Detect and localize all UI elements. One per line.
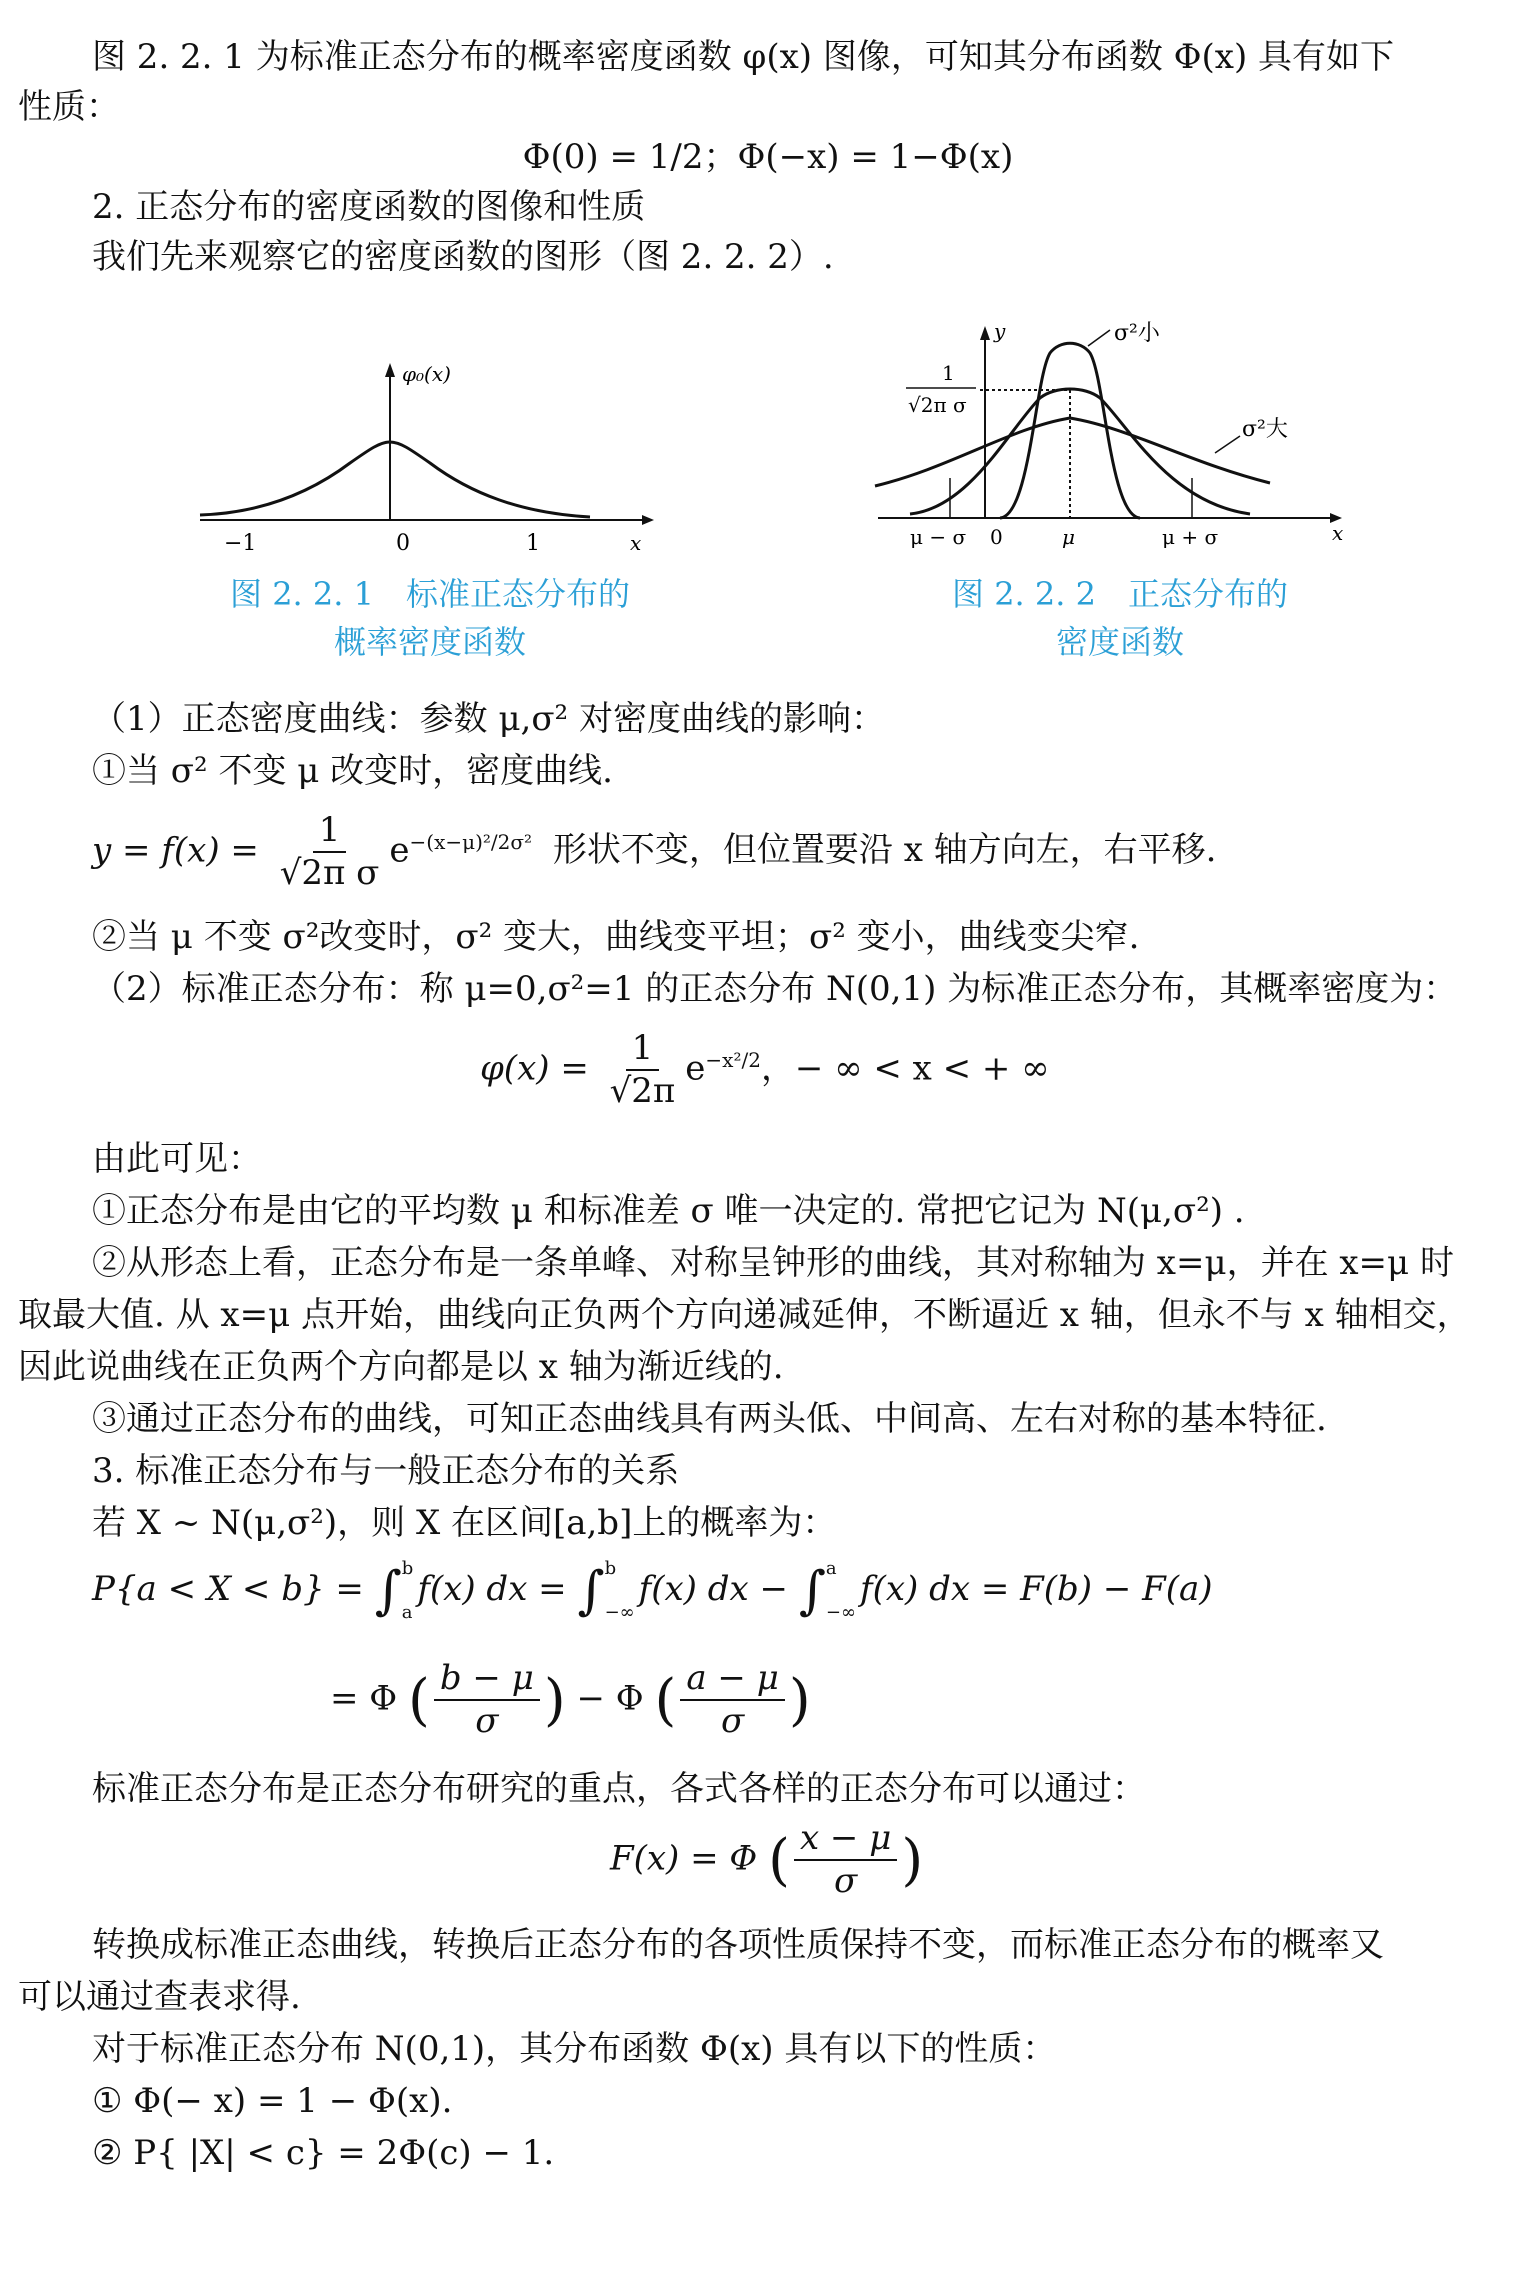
eq-fraction <box>604 1030 682 1111</box>
eq-fx-lhs: F(x) = Φ <box>610 1838 758 1879</box>
x-axis-arrow <box>642 515 654 525</box>
figure-caption-2-2-1 <box>210 570 650 666</box>
section-heading-3: 3. 标准正态分布与一般正态分布的关系 <box>92 1451 680 1491</box>
paragraph-conclusion-intro: 由此可见： <box>92 1139 262 1179</box>
eq-exp-base: e <box>685 1048 706 1089</box>
tick-label-0: 0 <box>396 531 410 556</box>
upper-limit: a <box>825 1558 837 1579</box>
eq-exp-base: e <box>389 830 410 871</box>
y-axis-arrow <box>385 363 395 377</box>
denominator-sigma: σ <box>834 1861 858 1902</box>
conclusion-2-line1: ②从形态上看，正态分布是一条单峰、对称呈钟形的曲线，其对称轴为 x=μ，并在 x=μ 时 <box>92 1243 1454 1283</box>
tick-mu-minus-sigma: μ − σ <box>910 525 967 549</box>
integral-limits <box>826 1560 856 1622</box>
subsection-density-curve: （1）正态密度曲线：参数 μ,σ² 对密度曲线的影响： <box>92 699 885 739</box>
paren-open: ( <box>654 1667 677 1733</box>
lower-limit: a <box>401 1602 413 1623</box>
paragraph-standardization: 标准正态分布是正态分布研究的重点，各式各样的正态分布可以通过： <box>92 1769 1146 1809</box>
y-axis-arrow <box>980 326 990 340</box>
paragraph-std-properties: 对于标准正态分布 N(0,1)，其分布函数 Φ(x) 具有以下的性质： <box>92 2029 1057 2069</box>
property-2: ② P{ |X| < c} = 2Φ(c) − 1. <box>92 2133 555 2173</box>
eq-numerator: 1 <box>313 812 347 853</box>
numerator-a: a − μ <box>680 1660 784 1701</box>
eq-tail-text: 形状不变，但位置要沿 x 轴方向左，右平移. <box>552 830 1217 871</box>
section-heading-2: 2. 正态分布的密度函数的图像和性质 <box>92 187 646 227</box>
conclusion-1: ①正态分布是由它的平均数 μ 和标准差 σ 唯一决定的. 常把它记为 N(μ,σ²) . <box>92 1191 1245 1231</box>
item-sigma-fixed: ①当 σ² 不变 μ 改变时，密度曲线. <box>92 751 613 791</box>
caption-line: 图 2. 2. 2 正态分布的 <box>952 575 1288 613</box>
eq-exponent: −x²/2 <box>705 1048 761 1073</box>
eq-lhs: y = f(x) = <box>92 830 259 871</box>
integral-limits <box>402 1560 414 1622</box>
integral-sign: ∫ <box>577 1561 605 1621</box>
eq-phi-left: = Φ <box>330 1678 398 1719</box>
integral-limits <box>605 1560 635 1622</box>
paren-close: ) <box>543 1667 566 1733</box>
upper-limit: b <box>604 1558 617 1579</box>
figure-caption-2-2-2 <box>900 570 1340 666</box>
tick-mu: μ <box>1062 525 1075 549</box>
paragraph-interval-prob: 若 X ~ N(μ,σ²)，则 X 在区间[a,b]上的概率为： <box>92 1503 837 1543</box>
label-leader-big <box>1215 436 1240 453</box>
eq-exponent: −(x−μ)²/2σ² <box>409 830 533 855</box>
integrand-1: f(x) dx = <box>417 1569 567 1609</box>
equation-standardize <box>610 1820 923 1901</box>
fraction-b <box>434 1660 540 1741</box>
lower-limit: −∞ <box>825 1602 856 1623</box>
paragraph-conversion-line2: 可以通过查表求得. <box>18 1977 301 2017</box>
eq-prob-lhs: P{a < X < b} = <box>92 1569 364 1609</box>
curve-sigma-large <box>875 418 1270 486</box>
item-mu-fixed: ②当 μ 不变 σ²改变时，σ² 变大，曲线变平坦；σ² 变小，曲线变尖窄. <box>92 917 1140 957</box>
property-1: ① Φ(− x) = 1 − Φ(x). <box>92 2081 453 2121</box>
label-sigma-small: σ²小 <box>1114 321 1160 346</box>
equation-interval-probability <box>92 1560 1213 1622</box>
eq-range: ，− ∞ < x < + ∞ <box>760 1048 1050 1089</box>
paragraph-observe: 我们先来观察它的密度函数的图形（图 2. 2. 2）. <box>92 237 834 277</box>
tick-label-neg1: −1 <box>224 531 257 556</box>
paragraph-conversion-line1: 转换成标准正态曲线，转换后正态分布的各项性质保持不变，而标准正态分布的概率又 <box>92 1925 1384 1965</box>
paren-close: ) <box>901 1827 924 1893</box>
paragraph-intro-line2: 性质： <box>18 87 120 127</box>
fraction-x <box>794 1820 897 1901</box>
x-axis-label: x <box>1332 521 1344 545</box>
tick-label-1: 1 <box>526 531 540 556</box>
figure-normal-density-params <box>870 318 1350 558</box>
eq-lhs: φ(x) = <box>480 1048 589 1089</box>
paren-open: ( <box>407 1667 430 1733</box>
conclusion-2-line2: 取最大值. 从 x=μ 点开始，曲线向正负两个方向递减延伸，不断逼近 x 轴，但永不与 x 轴相交， <box>18 1295 1471 1335</box>
integrand-2: f(x) dx − <box>638 1569 788 1609</box>
caption-line: 密度函数 <box>1055 623 1184 661</box>
paren-close: ) <box>788 1667 811 1733</box>
conclusion-2-line3: 因此说曲线在正负两个方向都是以 x 轴为渐近线的. <box>18 1347 784 1387</box>
peak-numerator: 1 <box>942 361 955 385</box>
y-axis-label: y <box>994 319 1006 343</box>
figure-standard-normal-density <box>190 345 670 560</box>
eq-fraction <box>274 812 386 893</box>
equation-phi-difference <box>330 1660 811 1741</box>
upper-limit: b <box>401 1558 414 1579</box>
equation-normal-pdf <box>92 812 1217 893</box>
density-curve <box>200 442 590 517</box>
eq-denominator: √2π σ <box>279 853 380 894</box>
caption-line: 概率密度函数 <box>333 623 526 661</box>
eq-numerator: 1 <box>626 1030 660 1071</box>
y-axis-label: φ₀(x) <box>402 362 451 386</box>
numerator-x: x − μ <box>794 1820 897 1861</box>
peak-denominator: √2π σ <box>908 393 967 417</box>
eq-minus-phi: − Φ <box>576 1678 644 1719</box>
label-leader-small <box>1088 330 1110 346</box>
label-sigma-big: σ²大 <box>1242 417 1288 442</box>
paren-open: ( <box>768 1827 790 1893</box>
tick-0: 0 <box>990 525 1003 549</box>
denominator-sigma: σ <box>720 1701 745 1742</box>
integral-sign: ∫ <box>374 1561 402 1621</box>
eq-denominator: √2π <box>609 1071 676 1112</box>
numerator-b: b − μ <box>434 1660 540 1701</box>
equation-phi-properties: Φ(0) = 1/2；Φ(−x) = 1−Φ(x) <box>522 137 1014 177</box>
conclusion-3: ③通过正态分布的曲线，可知正态曲线具有两头低、中间高、左右对称的基本特征. <box>92 1399 1327 1439</box>
lower-limit: −∞ <box>604 1602 635 1623</box>
equation-standard-pdf <box>480 1030 1050 1111</box>
x-axis-label: x <box>630 531 642 555</box>
paragraph-intro-line1: 图 2. 2. 1 为标准正态分布的概率密度函数 φ(x) 图像，可知其分布函数 Φ(x) 具有如下 <box>92 37 1395 77</box>
integral-sign: ∫ <box>798 1561 826 1621</box>
caption-line: 图 2. 2. 1 标准正态分布的 <box>230 575 630 613</box>
tick-mu-plus-sigma: μ + σ <box>1162 525 1219 549</box>
integrand-3: f(x) dx = F(b) − F(a) <box>859 1569 1213 1609</box>
fraction-a <box>680 1660 784 1741</box>
denominator-sigma: σ <box>475 1701 499 1742</box>
subsection-standard-normal: （2）标准正态分布：称 μ=0,σ²=1 的正态分布 N(0,1) 为标准正态分布，其概率密度为： <box>92 969 1458 1009</box>
